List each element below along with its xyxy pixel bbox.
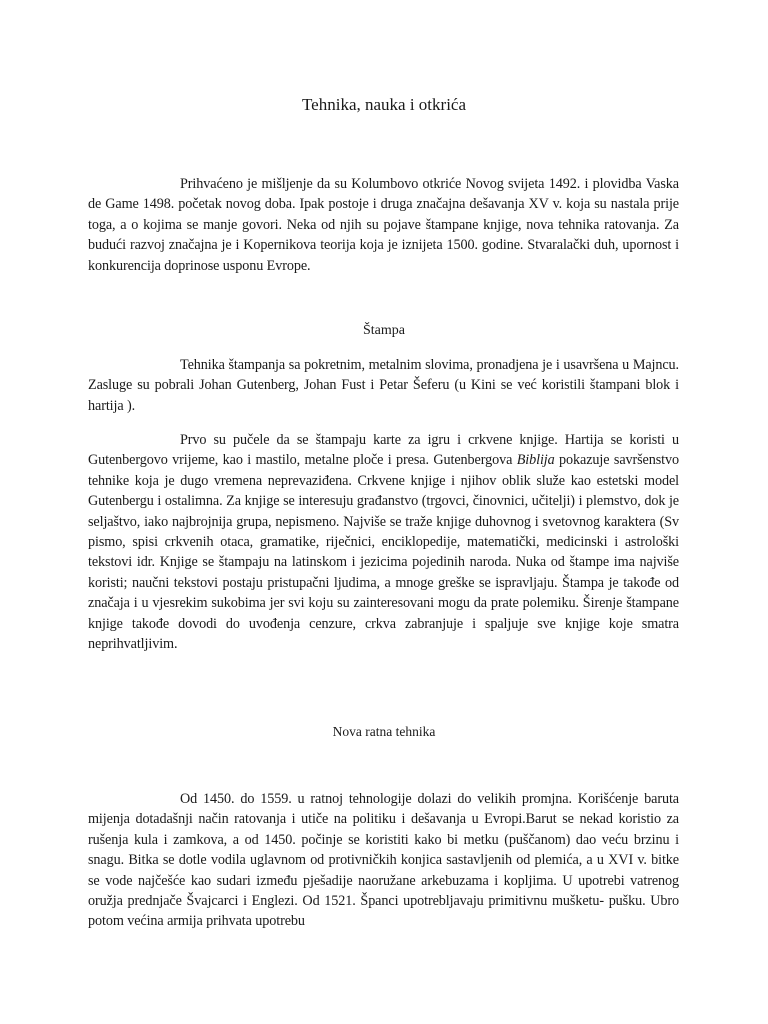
stampa-paragraph-2-part-1: Prvo su pučele da se štampaju karte za igru i crkvene knjige. Hartija se koristi u Gutenbergovo vrijeme, kao i mastilo, metalne ploče i presa. Gutenbergova: [88, 432, 679, 469]
document-title: Tehnika, nauka i otkrića: [301, 95, 467, 114]
stampa-paragraph-2: [88, 430, 679, 654]
section-heading-ratna-tehnika: Nova ratna tehnika: [332, 724, 436, 739]
stampa-paragraph-2-part-2: pokazuje savršenstvo tehnike koja je dugo vremena neprevaziđena. Crkvene knjige i njihov oblik služe kao estetski model Gutenbergu i ostalimna. Za knjige se interesuju građanstvo (trgovci, činovnici, učitelji) i plemstvo, dok je seljaštvo, iako najbrojnija grupa, nepismeno. Najviše se traže knjige duhovnog i svetovnog karaktera (Sv pismo, spisi crkvenih otaca, gramatike, riječnici, enciklopedije, matematički, medicinski i astrološki tekstovi idr. Knjige se štampaju na latinskom i jezicima pojedinih naroda. Nuka od štampe ima najviše koristi; naučni tekstovi postaju pristupačni ljudima, a mnoge greške se ispravljaju. Štampa je takođe od značaja i u vjesrekim sukobima jer svi koju su zainteresovani mogu da prate polemiku. Širenje štampane knjige takođe dovodi do uvođenja cenzure, crkva zabranjuje i spaljuje sve knjige koje smatra neprihvatljivim.: [88, 452, 679, 653]
ratna-tehnika-paragraph: Od 1450. do 1559. u ratnoj tehnologije dolazi do velikih promjna. Korišćenje baruta mijenja dotadašnji način ratovanja i utiče na politiku i dešavanja u Evropi.Barut se nekad koristio za rušenja kula i zamkova, a od 1450. počinje se koristiti kako bi metku (puščanom) dao veću brzinu i snagu. Bitka se dotle vodila uglavnom od protivničkih konjica sastavljenih od plemića, a u XVI v. bitke se vode najčešće kao sudari između pješadije naoružane arkebuzama i kopljima. U upotrebi vatrenog oružja prednjače Švajcarci i Englezi. Od 1521. Španci upotrebljavaju primitivnu mušketu- pušku. Ubro potom većina armija prihvata upotrebu: [88, 791, 679, 930]
intro-paragraph: Prihvaćeno je mišljenje da su Kolumbovo otkriće Novog svijeta 1492. i plovidba Vaska de Game 1498. početak novog doba. Ipak postoje i druga značajna dešavanja XV v. koja su nastala prije toga, a o kojima se manje govori. Neka od njih su pojave štampane knjige, nova tehnika ratovanja. Za budući razvoj značajna je i Kopernikova teorija koja je iznijeta 1500. godine. Stvaralački duh, upornost i konkurencija doprinose usponu Evrope.: [88, 176, 679, 274]
section-heading-stampa: Štampa: [363, 323, 405, 338]
stampa-paragraph-1: Tehnika štampanja sa pokretnim, metalnim slovima, pronadjena je i usavršena u Majncu. Zasluge su pobrali Johan Gutenberg, Johan Fust i Petar Šeferu (u Kini se već koristili štampani blok i hartija ).: [88, 357, 679, 414]
biblija-italic-text: Biblija: [516, 452, 555, 469]
